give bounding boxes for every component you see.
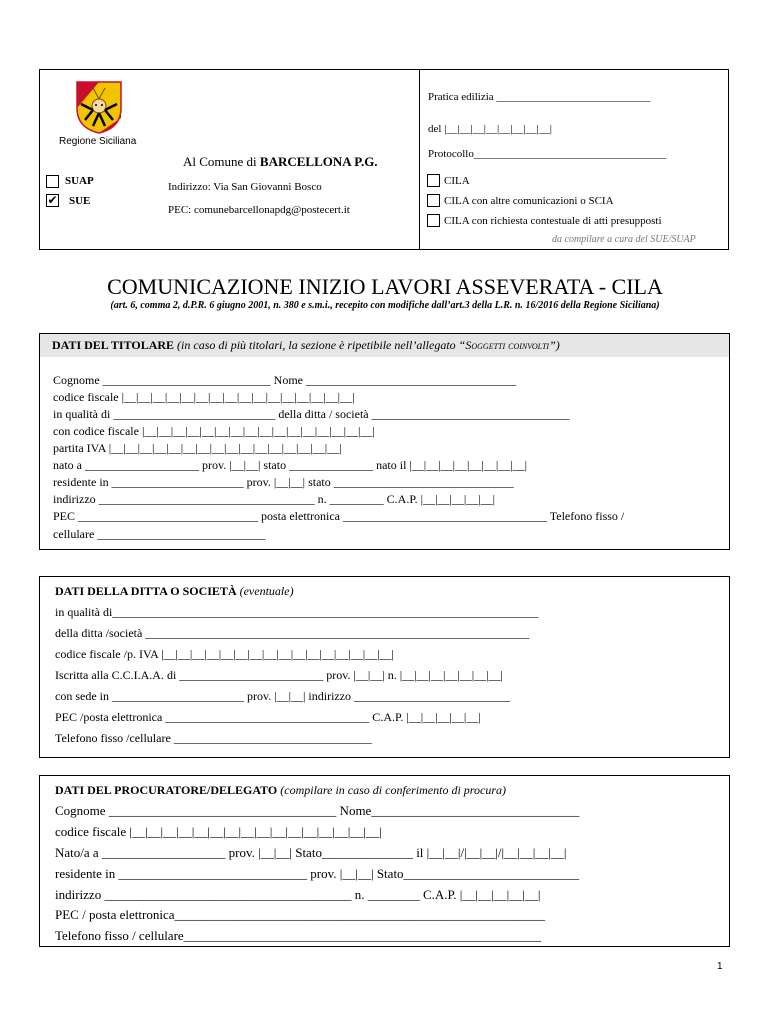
procuratore-heading-bold: DATI DEL PROCURATORE/DELEGATO <box>55 783 278 797</box>
ditta-heading <box>55 584 294 599</box>
ditta-sede-row[interactable]: con sede in ______________________ prov. |__|__| indirizzo __________________________ <box>55 689 511 703</box>
trinacria-icon <box>73 78 125 134</box>
section-procuratore <box>39 775 730 947</box>
sue-checkbox[interactable] <box>46 194 59 207</box>
ditta-societa-row[interactable]: della ditta /società ________________________________________________________________ <box>55 626 530 640</box>
titolare-partita-iva-row[interactable]: partita IVA |__|__|__|__|__|__|__|__|__|__|__|__|__|__|__|__| <box>53 441 342 455</box>
titolare-codice-fiscale-row[interactable]: codice fiscale |__|__|__|__|__|__|__|__|__|__|__|__|__|__|__|__| <box>53 390 355 404</box>
section-ditta <box>39 576 730 758</box>
ditta-pec-row[interactable]: PEC /posta elettronica __________________________________ C.A.P. |__|__|__|__|__| <box>55 710 481 724</box>
titolare-indirizzo-row[interactable]: indirizzo ____________________________________ n. _________ C.A.P. |__|__|__|__|__| <box>53 492 496 506</box>
cila-scia-checkbox[interactable] <box>427 194 440 207</box>
procuratore-nascita-row[interactable]: Nato/a a ___________________ prov. |__|__| Stato______________ il |__|__|/|__|__|/|__|__|__|__| <box>55 845 567 860</box>
comune-prefix: Al Comune di <box>183 154 260 169</box>
titolare-nascita-row[interactable]: nato a ___________________ prov. |__|__| stato ______________ nato il |__|__|__|__|__|__|__|__| <box>53 458 528 472</box>
procuratore-pec-row[interactable]: PEC / posta elettronica_________________________________________________________ <box>55 907 546 922</box>
comune-name: BARCELLONA P.G. <box>259 154 378 169</box>
pec-comune: PEC: comunebarcellonapdg@postecert.it <box>168 204 350 216</box>
ditta-cciaa-row[interactable]: Iscritta alla C.C.I.A.A. di ________________________ prov. |__|__| n. |__|__|__|__|__|__|__| <box>55 668 503 682</box>
page-number: 1 <box>717 961 723 972</box>
ditta-heading-bold: DATI DELLA DITTA O SOCIETÀ <box>55 584 237 598</box>
cila-option-label: CILA <box>444 175 470 187</box>
titolare-cellulare-row[interactable]: cellulare ____________________________ <box>53 527 266 541</box>
titolare-heading-smallcaps: Soggetti coinvolti <box>465 338 550 352</box>
titolare-pec-row[interactable]: PEC ______________________________ posta elettronica __________________________________ Telefono fisso / <box>53 509 625 523</box>
procuratore-telefono-row[interactable]: Telefono fisso / cellulare_______________________________________________________ <box>55 928 542 943</box>
pratica-field[interactable]: Pratica edilizia ____________________________ <box>428 91 651 103</box>
procuratore-heading <box>55 783 506 798</box>
regione-siciliana-logo <box>59 78 137 147</box>
procuratore-cognome-nome-row[interactable]: Cognome ___________________________________ Nome________________________________ <box>55 803 580 818</box>
indirizzo-comune: Indirizzo: Via San Giovanni Bosco <box>168 181 322 193</box>
ditta-qualita-row[interactable]: in qualità di_______________________________________________________________________ <box>55 605 539 619</box>
titolare-cf-ditta-row[interactable]: con codice fiscale |__|__|__|__|__|__|__|__|__|__|__|__|__|__|__|__| <box>53 424 375 438</box>
document-title: COMUNICAZIONE INIZIO LAVORI ASSEVERATA - CILA <box>107 274 663 299</box>
titolare-heading: DATI DEL TITOLARE <box>52 338 175 352</box>
section-titolare-header <box>40 334 729 357</box>
section-titolare <box>39 333 730 550</box>
titolare-heading-note-end: ”) <box>549 338 560 352</box>
titolare-cognome-nome-row[interactable]: Cognome ____________________________ Nome ___________________________________ <box>53 373 516 387</box>
cila-scia-option-label: CILA con altre comunicazioni o SCIA <box>444 195 614 207</box>
ditta-heading-note: (eventuale) <box>236 584 294 598</box>
del-date-field[interactable]: del |__|__|__|__|__|__|__|__| <box>428 123 553 135</box>
document-subtitle: (art. 6, comma 2, d.P.R. 6 giugno 2001, n. 380 e s.m.i., recepito con modifiche dall’art.3 della L.R. n. 16/2016 della Regione Siciliana) <box>110 300 660 311</box>
ditta-cf-iva-row[interactable]: codice fiscale /p. IVA |__|__|__|__|__|__|__|__|__|__|__|__|__|__|__|__| <box>55 647 394 661</box>
suap-checkbox[interactable] <box>46 175 59 188</box>
compilare-note: da compilare a cura del SUE/SUAP <box>552 234 696 245</box>
check-mark-icon: ✔ <box>47 193 58 207</box>
procuratore-residenza-row[interactable]: residente in _____________________________ prov. |__|__| Stato___________________________ <box>55 866 580 881</box>
cila-checkbox[interactable] <box>427 174 440 187</box>
titolare-residenza-row[interactable]: residente in ______________________ prov. |__|__| stato ______________________________ <box>53 475 514 489</box>
titolare-heading-note: (in caso di più titolari, la sezione è ripetibile nell’allegato “ <box>174 338 466 352</box>
procuratore-heading-note: (compilare in caso di conferimento di procura) <box>277 783 507 797</box>
procuratore-indirizzo-row[interactable]: indirizzo ______________________________________ n. ________ C.A.P. |__|__|__|__|__| <box>55 887 541 902</box>
suap-label: SUAP <box>65 175 94 187</box>
protocollo-field[interactable]: Protocollo___________________________________ <box>428 148 667 160</box>
procuratore-codice-fiscale-row[interactable]: codice fiscale |__|__|__|__|__|__|__|__|__|__|__|__|__|__|__|__| <box>55 824 382 839</box>
sue-label: SUE <box>69 195 91 207</box>
header-divider <box>419 70 420 249</box>
ditta-telefono-row[interactable]: Telefono fisso /cellulare _________________________________ <box>55 731 372 745</box>
comune-line <box>183 154 378 170</box>
header-box <box>39 69 729 250</box>
cila-atti-checkbox[interactable] <box>427 214 440 227</box>
cila-atti-option-label: CILA con richiesta contestuale di atti presupposti <box>444 215 662 227</box>
logo-label: Regione Siciliana <box>59 136 137 147</box>
titolare-qualita-row[interactable]: in qualità di ___________________________ della ditta / società _________________________________ <box>53 407 570 421</box>
